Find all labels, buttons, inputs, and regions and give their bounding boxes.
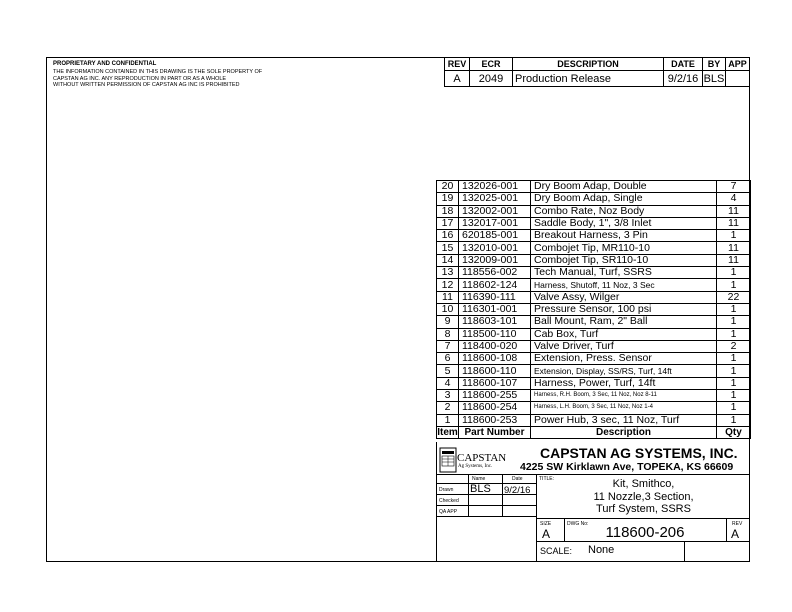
drawn-label: Drawn: [439, 487, 454, 493]
bom-qty: 1: [717, 377, 751, 389]
company-name: CAPSTAN AG SYSTEMS, INC.: [540, 445, 738, 461]
bom-qty: 11: [717, 242, 751, 254]
rev-letter: A: [731, 527, 740, 541]
title-block: [436, 442, 750, 562]
bom-row: [437, 353, 751, 365]
rev-value: A: [445, 71, 470, 87]
bom-item: 16: [437, 230, 459, 242]
bom-item: 14: [437, 254, 459, 266]
bom-part-number: 118600-253: [459, 414, 531, 426]
bom-item: 3: [437, 390, 459, 402]
dwg-no-label: DWG No:: [567, 521, 589, 527]
scale-label: SCALE:: [540, 546, 573, 556]
bom-row: [437, 390, 751, 402]
bom-row: [437, 414, 751, 426]
bom-row: [437, 303, 751, 315]
scale-value: None: [588, 544, 615, 556]
rev-label: REV: [732, 521, 743, 527]
bom-header: Part Number: [459, 426, 531, 438]
bom-row: [437, 316, 751, 328]
bom-row: [437, 217, 751, 229]
drawn-by: BLS: [470, 483, 491, 495]
app-header: APP: [726, 58, 750, 71]
bom-part-number: 132010-001: [459, 242, 531, 254]
bom-item: 20: [437, 181, 459, 193]
rev-header: REV: [445, 58, 470, 71]
company-address: 4225 SW Kirklawn Ave, TOPEKA, KS 66609: [520, 461, 734, 473]
bom-item: 18: [437, 205, 459, 217]
bom-part-number: 116301-001: [459, 303, 531, 315]
bom-row: [437, 193, 751, 205]
bom-qty: 4: [717, 193, 751, 205]
title-label: TITLE:: [539, 476, 555, 482]
ecr-header: ECR: [470, 58, 513, 71]
bom-part-number: 118556-002: [459, 267, 531, 279]
bom-description: Extension, Press. Sensor: [531, 353, 717, 365]
bom-description: Pressure Sensor, 100 psi: [531, 303, 717, 315]
bom-part-number: 118400-020: [459, 340, 531, 352]
bom-qty: 1: [717, 414, 751, 426]
bill-of-materials: [436, 180, 751, 439]
rev-by: BLS: [703, 72, 725, 85]
bom-qty: 1: [717, 390, 751, 402]
bom-header: Qty: [717, 426, 751, 438]
bom-item: 17: [437, 217, 459, 229]
bom-part-number: 118600-110: [459, 365, 531, 377]
bom-part-number: 118600-107: [459, 377, 531, 389]
bom-qty: 11: [717, 205, 751, 217]
bom-part-number: 118600-108: [459, 353, 531, 365]
bom-item: 4: [437, 377, 459, 389]
bom-header: Item: [437, 427, 458, 439]
bom-description: Harness, R.H. Boom, 3 Sec, 11 Noz, Noz 8-11: [531, 390, 717, 402]
bom-item: 9: [437, 316, 459, 328]
bom-item: 8: [437, 328, 459, 340]
bom-description: Cab Box, Turf: [531, 328, 717, 340]
bom-description: Combo Rate, Noz Body: [531, 205, 717, 217]
rev-date: 9/2/16: [664, 71, 703, 87]
bom-description: Dry Boom Adap, Single: [531, 193, 717, 205]
bom-qty: 1: [717, 316, 751, 328]
logo-subtitle: Ag Systems, Inc.: [458, 464, 493, 469]
date-header: DATE: [664, 58, 703, 71]
bom-qty: 1: [717, 402, 751, 414]
bom-description: Valve Driver, Turf: [531, 340, 717, 352]
name-label: Name: [472, 476, 486, 482]
bom-part-number: 132025-001: [459, 193, 531, 205]
qa-app-label: QA APP: [439, 509, 458, 515]
bom-item: 13: [437, 267, 459, 279]
bom-qty: 1: [717, 303, 751, 315]
bom-part-number: 118600-254: [459, 402, 531, 414]
bom-item: 10: [437, 303, 459, 315]
confidential-line: CAPSTAN AG INC. ANY REPRODUCTION IN PART OR AS A WHOLE: [53, 75, 227, 82]
bom-item: 1: [437, 414, 459, 426]
confidential-line: THE INFORMATION CONTAINED IN THIS DRAWING IS THE SOLE PROPERTY OF: [53, 69, 263, 75]
bom-description: Combojet Tip, MR110-10: [531, 242, 717, 254]
bom-part-number: 132002-001: [459, 205, 531, 217]
bom-qty: 11: [717, 254, 751, 266]
bom-item: 12: [437, 279, 459, 291]
description-header: DESCRIPTION: [513, 58, 664, 71]
bom-row: [437, 267, 751, 279]
bom-description: Dry Boom Adap, Double: [531, 181, 717, 193]
logo-name: CAPSTAN: [457, 452, 507, 464]
bom-row: [437, 230, 751, 242]
date-label: Date: [512, 476, 523, 482]
bom-part-number: 118603-101: [459, 316, 531, 328]
bom-qty: 1: [717, 365, 751, 377]
bom-qty: 1: [717, 267, 751, 279]
bom-description: Combojet Tip, SR110-10: [531, 254, 717, 266]
bom-qty: 1: [717, 328, 751, 340]
checked-label: Checked: [439, 498, 459, 504]
revision-table: [444, 57, 750, 87]
rev-app: [726, 71, 750, 87]
bom-part-number: 132026-001: [459, 181, 531, 193]
bom-description: Tech Manual, Turf, SSRS: [531, 267, 717, 279]
bom-description: Harness, Power, Turf, 14ft: [531, 377, 717, 389]
bom-item: 15: [437, 242, 459, 254]
drawing-title: [537, 478, 750, 516]
bom-row: [437, 402, 751, 414]
bom-item: 11: [437, 291, 459, 303]
bom-qty: 1: [717, 353, 751, 365]
bom-row: [437, 377, 751, 389]
bom-row: [437, 205, 751, 217]
bom-qty: 1: [717, 279, 751, 291]
bom-item: 5: [437, 365, 459, 377]
bom-header: Description: [531, 426, 717, 438]
confidential-title: PROPRIETARY AND CONFIDENTIAL: [53, 61, 157, 67]
bom-part-number: 118500-110: [459, 328, 531, 340]
bom-description: Saddle Body, 1", 3/8 Inlet: [531, 217, 717, 229]
bom-item: 2: [437, 402, 459, 414]
bom-qty: 11: [717, 217, 751, 229]
bom-part-number: 132017-001: [459, 217, 531, 229]
bom-description: Harness, Shutoff, 11 Noz, 3 Sec: [531, 279, 717, 291]
bom-description: Breakout Harness, 3 Pin: [531, 230, 717, 242]
bom-description: Valve Assy, Wilger: [531, 291, 717, 303]
bom-qty: 22: [717, 291, 751, 303]
bom-row: [437, 242, 751, 254]
bom-item: 19: [437, 193, 459, 205]
size-value: A: [542, 527, 551, 541]
bom-description: Ball Mount, Ram, 2" Ball: [531, 316, 717, 328]
bom-row: [437, 365, 751, 377]
bom-row: [437, 340, 751, 352]
title-line: Kit, Smithco,: [612, 478, 675, 490]
bom-qty: 7: [717, 181, 751, 193]
title-line: 11 Nozzle,3 Section,: [593, 490, 694, 503]
bom-header-row: [437, 426, 751, 438]
bom-description: Power Hub, 3 sec, 11 Noz, Turf: [531, 414, 717, 426]
bom-row: [437, 291, 751, 303]
bom-part-number: 132009-001: [459, 254, 531, 266]
capstan-logo-icon: [439, 447, 457, 473]
bom-part-number: 116390-111: [459, 291, 531, 303]
rev-description: Production Release: [513, 71, 664, 87]
size-label: SIZE: [540, 521, 552, 527]
bom-description: Harness, L.H. Boom, 3 Sec, 11 Noz, Noz 1-4: [531, 402, 717, 414]
bom-row: [437, 254, 751, 266]
bom-qty: 2: [717, 340, 751, 352]
ecr-value: 2049: [470, 71, 513, 87]
drawing-number: 118600-206: [605, 524, 685, 541]
bom-qty: 1: [717, 230, 751, 242]
bom-item: 7: [437, 340, 459, 352]
bom-row: [437, 279, 751, 291]
title-line: Turf System, SSRS: [596, 503, 691, 515]
drawn-date: 9/2/16: [504, 485, 531, 496]
bom-row: [437, 181, 751, 193]
bom-part-number: 118602-124: [459, 279, 531, 291]
confidential-line: WITHOUT WRITTEN PERMISSION OF CAPSTAN AG INC IS PROHIBITED: [53, 82, 240, 88]
bom-item: 6: [437, 353, 459, 365]
bom-description: Extension, Display, SS/RS, Turf, 14ft: [531, 365, 717, 377]
by-header: BY: [703, 58, 726, 71]
bom-part-number: 118600-255: [459, 390, 531, 402]
bom-row: [437, 328, 751, 340]
bom-part-number: 620185-001: [459, 230, 531, 242]
